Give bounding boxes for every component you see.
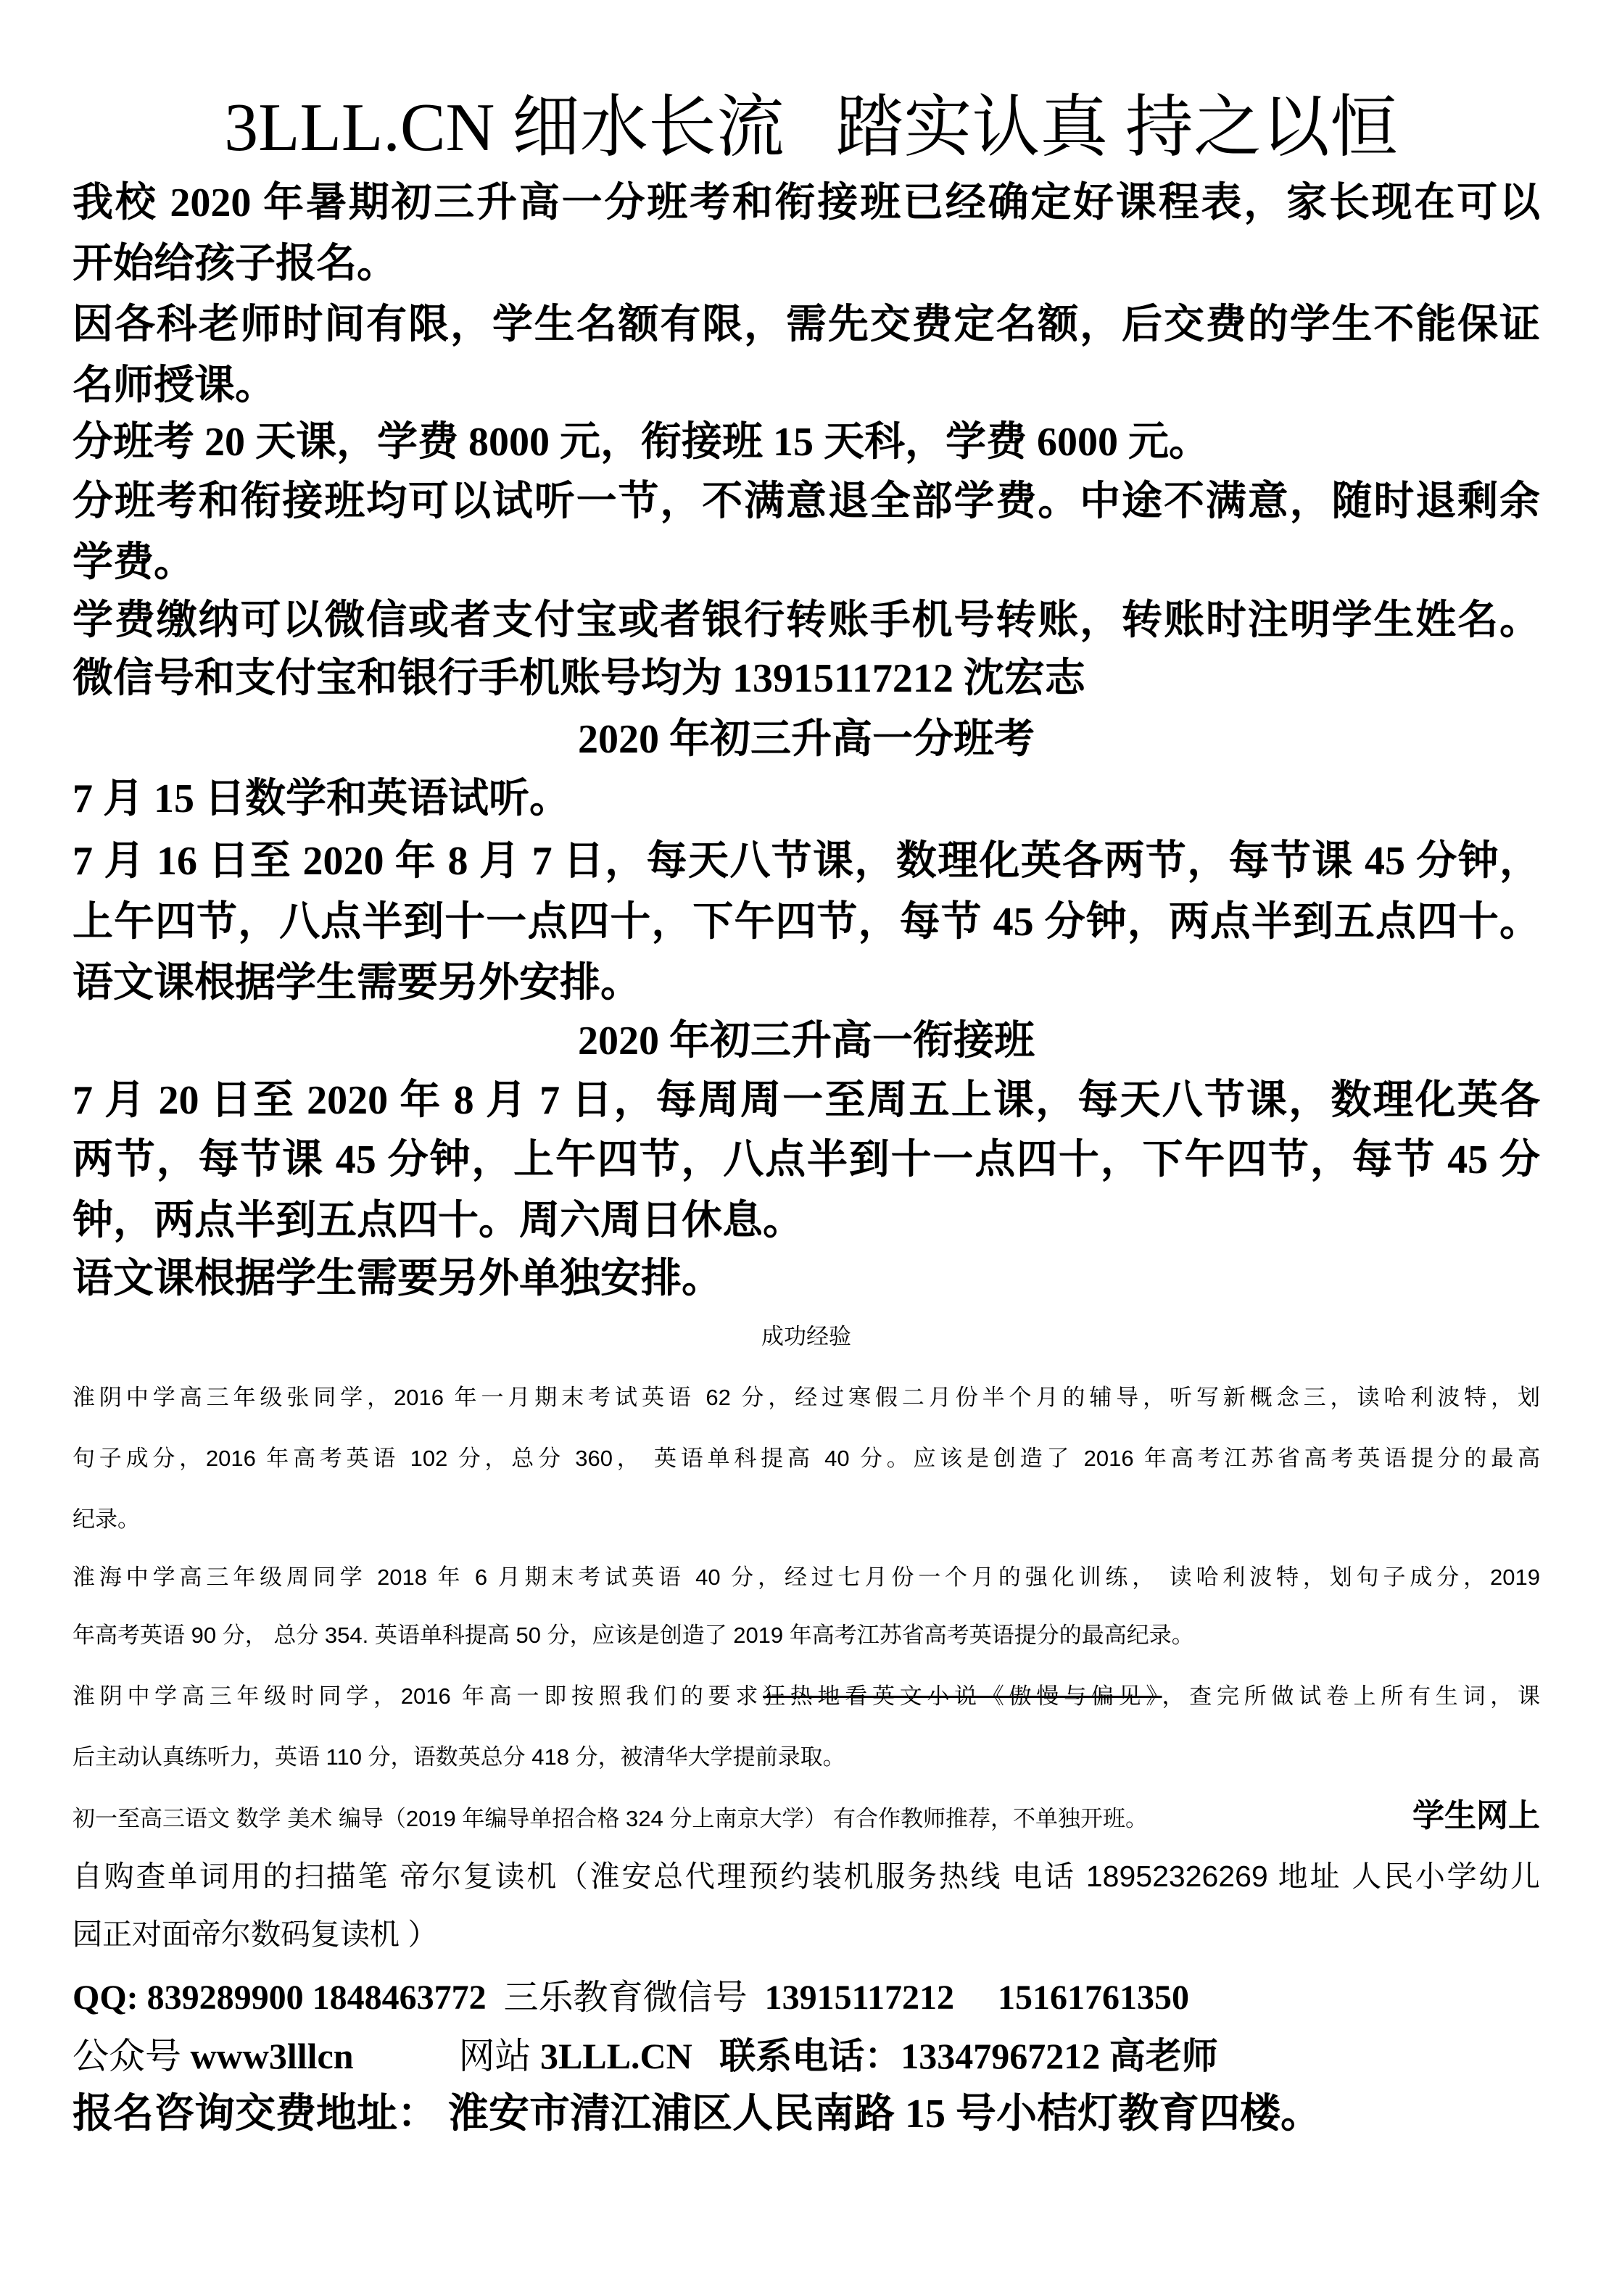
success-line [73, 1678, 1540, 1715]
contact-site-line [73, 2027, 1540, 2085]
site-label: 网站 [458, 2036, 531, 2076]
success-line: 淮阴中学高三年级张同学，2016 年一月期末考试英语 62 分，经过寒假二月份半个月的辅导，听写新概念三，读哈利波特，划 [73, 1385, 1540, 1410]
wechat-label: 三乐教育微信号 [503, 1978, 748, 2017]
intro-line: 分班考 20 天课，学费 8000 元，衔接班 15 天科，学费 6000 元。 [73, 420, 1209, 465]
schedule-line: 7 月 15 日数学和英语试听。 [73, 776, 570, 821]
teachers-text: 初一至高三语文 数学 美术 编导（2019 年编导单招合格 324 分上南京大学） 有合作教师推荐，不单独开班。 [73, 1806, 1148, 1831]
page-title: 3LLL.CN 细水长流 踏实认真 持之以恒 [224, 90, 1398, 165]
gzh-label: 公众号 [73, 2036, 181, 2076]
intro-line: 学费。 [73, 540, 194, 585]
success-text: ，查完所做试卷上所有生词，课 [1162, 1683, 1540, 1709]
wechat-numbers: 13915117212 15161761350 [764, 1978, 1190, 2017]
struck-text: 狂热地看英文小说《傲慢与偏见》 [763, 1683, 1162, 1709]
success-line: 淮海中学高三年级周同学 2018 年 6 月期末考试英语 40 分，经过七月份一个月的强化训练， 读哈利波特，划句子成分，2019 [73, 1564, 1540, 1590]
contact-phone: 联系电话：13347967212 高老师 [719, 2036, 1218, 2076]
success-text: 淮阴中学高三年级时同学，2016 年高一即按照我们的要求 [73, 1683, 764, 1709]
intro-line: 微信号和支付宝和银行手机账号均为 13915117212 沈宏志 [73, 656, 1085, 701]
section-heading: 2020 年初三升高一分班考 [578, 717, 1035, 762]
contact-qq-line [73, 1969, 1540, 2027]
schedule-line: 语文课根据学生需要另外单独安排。 [73, 1256, 722, 1301]
schedule-line: 7 月 20 日至 2020 年 8 月 7 日，每周周一至周五上课，每天八节课，数理化英各 [73, 1078, 1540, 1123]
intro-line: 我校 2020 年暑期初三升高一分班考和衔接班已经确定好课程表，家长现在可以 [73, 181, 1540, 225]
success-line: 纪录。 [73, 1507, 140, 1532]
success-heading: 成功经验 [761, 1324, 851, 1349]
success-line: 句子成分，2016 年高考英语 102 分，总分 360， 英语单科提高 40 分。应该是创造了 2016 年高考江苏省高考英语提分的最高 [73, 1446, 1540, 1471]
intro-line: 学费缴纳可以微信或者支付宝或者银行转账手机号转账，转账时注明学生姓名。 [73, 598, 1540, 643]
qq-numbers: QQ: 839289900 1848463772 [73, 1978, 487, 2017]
intro-line: 开始给孩子报名。 [73, 241, 397, 286]
gzh-value: www3lllcn [190, 2036, 354, 2076]
intro-line: 分班考和衔接班均可以试听一节，不满意退全部学费。中途不满意，随时退剩余 [73, 479, 1540, 524]
success-line: 后主动认真练听力，英语 110 分，语数英总分 418 分，被清华大学提前录取。 [73, 1744, 845, 1770]
address-line: 报名咨询交费地址： 淮安市清江浦区人民南路 15 号小桔灯教育四楼。 [73, 2092, 1321, 2137]
intro-line: 因各科老师时间有限，学生名额有限，需先交费定名额，后交费的学生不能保证 [73, 302, 1540, 347]
device-line: 园正对面帝尔数码复读机 ） [73, 1918, 438, 1951]
intro-line: 名师授课。 [73, 363, 276, 408]
schedule-line: 两节，每节课 45 分钟，上午四节，八点半到十一点四十，下午四节，每节 45 分 [73, 1137, 1540, 1182]
schedule-line: 7 月 16 日至 2020 年 8 月 7 日，每天八节课，数理化英各两节，每节课 45 分钟， [73, 839, 1540, 884]
teachers-line [73, 1791, 1540, 1841]
teachers-tail: 学生网上 [1412, 1798, 1540, 1833]
device-line: 自购查单词用的扫描笔 帝尔复读机（淮安总代理预约装机服务热线 电话 18952326269 地址 人民小学幼儿 [73, 1860, 1540, 1893]
section-heading: 2020 年初三升高一衔接班 [578, 1019, 1035, 1064]
schedule-line: 钟，两点半到五点四十。周六周日休息。 [73, 1198, 803, 1243]
schedule-line: 上午四节，八点半到十一点四十，下午四节，每节 45 分钟，两点半到五点四十。 [73, 900, 1540, 945]
success-line: 年高考英语 90 分， 总分 354. 英语单科提高 50 分，应该是创造了 2019 年高考江苏省高考英语提分的最高纪录。 [73, 1622, 1194, 1648]
schedule-line: 语文课根据学生需要另外安排。 [73, 961, 641, 1006]
site-link[interactable]: 3LLL.CN [540, 2036, 692, 2076]
